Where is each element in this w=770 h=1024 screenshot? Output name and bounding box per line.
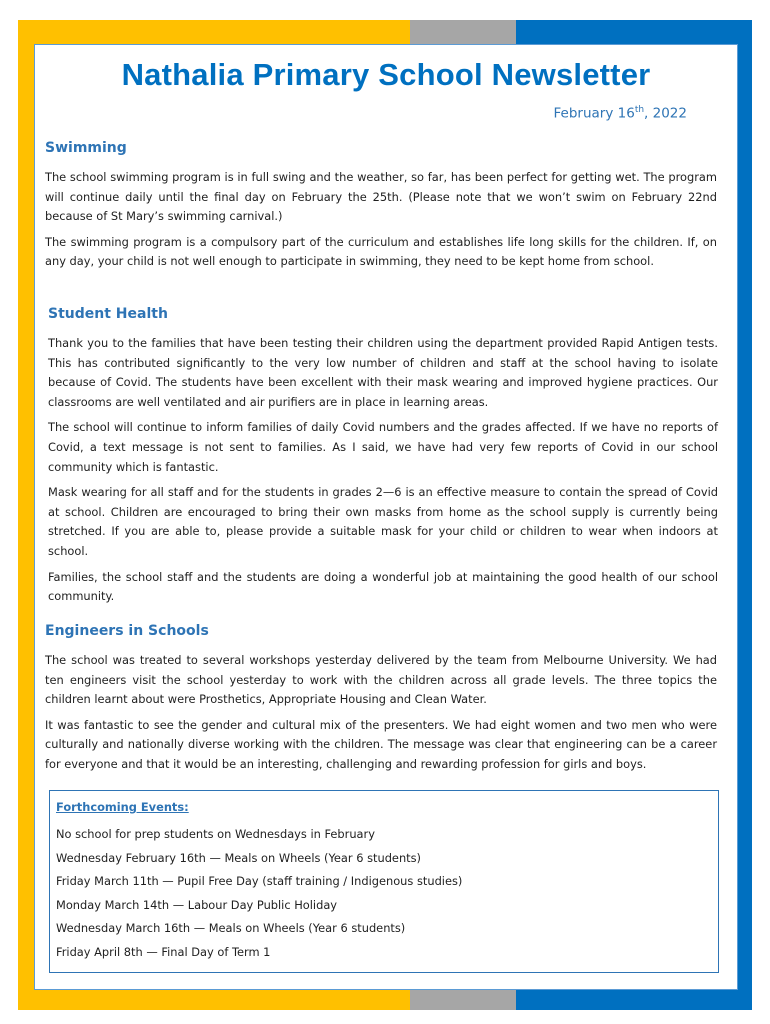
forthcoming-events-box	[49, 790, 719, 973]
event-item: Friday March 11th — Pupil Free Day (staff training / Indigenous studies)	[56, 874, 463, 888]
frame-left-yellow-band	[18, 20, 34, 1010]
frame-bottom-yellow-band	[18, 990, 410, 1010]
newsletter-page	[34, 44, 738, 990]
events-title: Forthcoming Events:	[56, 800, 189, 814]
section-swimming	[45, 140, 717, 278]
section-paragraph: It was fantastic to see the gender and cultural mix of the presenters. We had eight women and two men who were culturally and nationally diverse working with the children. The message was clear that engineering can be a career for everyone and that it would be an interesting, challenging and rewarding profession for girls and boys.	[45, 717, 717, 771]
frame-bottom-blue-band	[516, 990, 752, 1010]
newsletter-date	[554, 105, 687, 122]
date-year: , 2022	[644, 105, 687, 122]
section-paragraph: Thank you to the families that have been testing their children using the department provided Rapid Antigen tests. This has contributed significantly to the very low number of children and staff at the school having to isolate because of Covid. The students have been excellent with their mask wearing and improved hygiene practices. Our classrooms are well ventilated and air purifiers are in place in learning areas.	[48, 336, 718, 409]
section-heading: Swimming	[45, 140, 127, 156]
date-suffix: th	[634, 105, 645, 115]
newsletter-title: Nathalia Primary School Newsletter	[121, 57, 651, 92]
event-item: No school for prep students on Wednesdays in February	[56, 827, 375, 841]
section-engineers-in-schools	[45, 623, 717, 781]
section-paragraph: The school swimming program is in full swing and the weather, so far, has been perfect for getting wet. The program will continue daily until the final day on February the 25th. (Please note that we won’t swim on February 22nd because of St Mary’s swimming carnival.)	[45, 170, 717, 224]
frame-top-yellow-band	[18, 20, 410, 44]
section-paragraph: The swimming program is a compulsory part of the curriculum and establishes life long skills for the children. If, on any day, your child is not well enough to participate in swimming, they need to be kept home from school.	[45, 234, 717, 269]
section-student-health	[48, 306, 718, 613]
frame-bottom-gray-band	[410, 990, 516, 1010]
section-paragraph: Mask wearing for all staff and for the students in grades 2—6 is an effective measure to contain the spread of Covid at school. Children are encouraged to bring their own masks from home as the school supply is currently being stretched. If you are able to, please provide a suitable mask for your child or children to wear when indoors at school.	[48, 485, 718, 558]
event-item: Wednesday February 16th — Meals on Wheels (Year 6 students)	[56, 850, 422, 865]
section-heading: Student Health	[48, 306, 168, 322]
frame-right-blue-band	[738, 20, 752, 1010]
section-heading: Engineers in Schools	[45, 623, 209, 639]
frame-top-gray-band	[410, 20, 516, 44]
event-item: Friday April 8th — Final Day of Term 1	[56, 944, 271, 959]
event-item: Monday March 14th — Labour Day Public Holiday	[56, 897, 338, 912]
frame-top-blue-band	[516, 20, 752, 44]
section-paragraph: Families, the school staff and the students are doing a wonderful job at maintaining the good health of our school community.	[48, 569, 718, 604]
date-month-day: February 16	[553, 105, 635, 122]
section-paragraph: The school will continue to inform families of daily Covid numbers and the grades affected. If we have no reports of Covid, a text message is not sent to families. As I said, we have had very few reports of Covid in our school community which is fantastic.	[48, 420, 718, 474]
section-paragraph: The school was treated to several workshops yesterday delivered by the team from Melbourne University. We had ten engineers visit the school yesterday to work with the children across all grade levels. The three topics the children learnt about were Prosthetics, Appropriate Housing and Clean Water.	[45, 653, 717, 707]
event-item: Wednesday March 16th — Meals on Wheels (Year 6 students)	[56, 921, 406, 935]
